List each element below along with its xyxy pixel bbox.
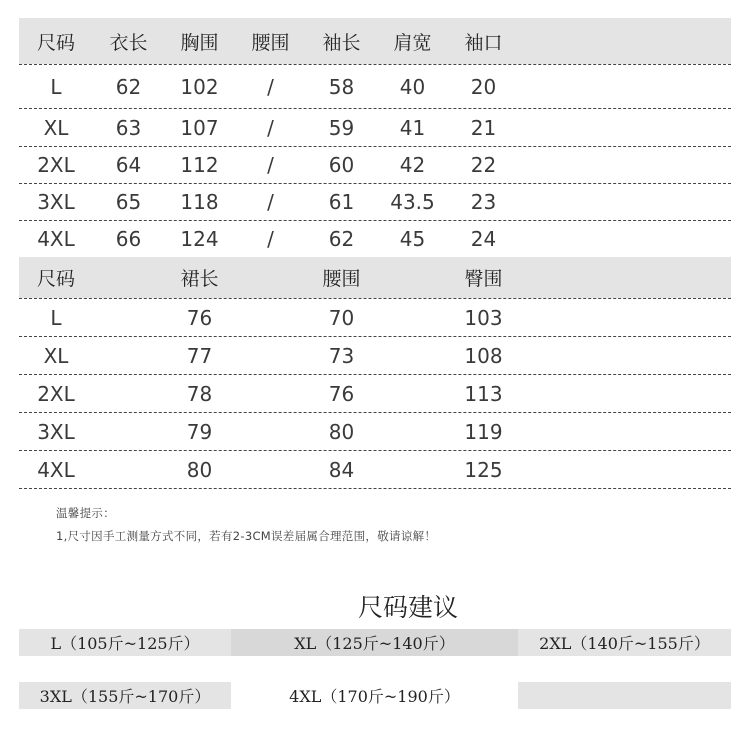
- table1-cell: 42: [399, 153, 426, 177]
- table1-header-shoulder: 肩宽: [393, 31, 432, 54]
- table1-header-length: 衣长: [109, 31, 148, 54]
- table1-cell: /: [267, 227, 274, 251]
- table1-cell: 61: [328, 190, 355, 214]
- table1-cell: 102: [180, 75, 219, 99]
- table1-cell: 62: [115, 75, 142, 99]
- table1-cell: 45: [399, 227, 426, 251]
- table1-cell: 23: [470, 190, 497, 214]
- table1-row: [19, 109, 731, 146]
- table2-cell: 70: [328, 305, 355, 330]
- table1-row: [19, 147, 731, 183]
- table1-cell: 59: [328, 115, 355, 140]
- recommendation-item: 4XL（170斤~190斤）: [231, 682, 518, 709]
- table2-row: [19, 451, 731, 488]
- table2-row: [19, 375, 731, 412]
- table2-header-waist: 腰围: [322, 268, 361, 290]
- table1-cell: 24: [470, 227, 497, 251]
- table1-cell: /: [267, 75, 274, 99]
- table2-cell: 103: [464, 305, 503, 330]
- table1-header-sleeve: 袖长: [322, 31, 361, 54]
- recommendation-title: 尺码建议: [358, 593, 459, 622]
- table1-cell: L: [50, 75, 62, 99]
- table1-cell: 64: [115, 153, 142, 177]
- table2-cell: 80: [328, 419, 355, 444]
- table1-cell: 41: [399, 115, 426, 140]
- recommendation-item: L（105斤~125斤）: [19, 629, 231, 656]
- table2-cell: 3XL: [37, 419, 75, 444]
- table2-cell: 76: [186, 305, 213, 330]
- table1-header-row: [19, 18, 731, 64]
- divider: [19, 64, 731, 65]
- table1-cell: 66: [115, 227, 142, 251]
- divider: [19, 488, 731, 489]
- table1-row: [19, 221, 731, 257]
- table2-header-row: [19, 257, 731, 298]
- table1-cell: 63: [115, 115, 142, 140]
- table1-header-size: 尺码: [36, 31, 75, 54]
- table1-cell: 58: [328, 75, 355, 99]
- table1-row: [19, 184, 731, 220]
- table1-cell: 4XL: [37, 227, 75, 251]
- table2-cell: 77: [186, 343, 213, 368]
- table1-cell: 60: [328, 153, 355, 177]
- table2-cell: 84: [328, 457, 355, 482]
- table1-cell: 2XL: [37, 153, 75, 177]
- table1-header-cuff: 袖口: [464, 31, 503, 54]
- table2-header-size: 尺码: [36, 268, 75, 290]
- table1-cell: /: [267, 115, 274, 140]
- table1-cell: 124: [180, 227, 219, 251]
- table1-cell: /: [267, 190, 274, 214]
- table2-cell: 80: [186, 457, 213, 482]
- table1-cell: 3XL: [37, 190, 75, 214]
- table2-cell: XL: [43, 343, 69, 368]
- table1-cell: 107: [180, 115, 219, 140]
- recommendation-item: XL（125斤~140斤）: [231, 629, 518, 656]
- table2-row: [19, 337, 731, 374]
- table2-cell: 79: [186, 419, 213, 444]
- table2-header-skirt-length: 裙长: [180, 268, 219, 290]
- table1-cell: 40: [399, 75, 426, 99]
- table2-cell: 78: [186, 381, 213, 406]
- table1-cell: 118: [180, 190, 219, 214]
- table1-cell: 112: [180, 153, 219, 177]
- table2-cell: 73: [328, 343, 355, 368]
- table2-cell: 125: [464, 457, 503, 482]
- table2-cell: 119: [464, 419, 503, 444]
- notes-title: 温馨提示：: [56, 506, 115, 520]
- table1-cell: 43.5: [390, 190, 435, 214]
- table1-header-chest: 胸围: [180, 31, 219, 54]
- table2-cell: 4XL: [37, 457, 75, 482]
- table1-cell: /: [267, 153, 274, 177]
- recommendation-empty-cell: [518, 682, 731, 709]
- table2-cell: 113: [464, 381, 503, 406]
- recommendation-section: [0, 588, 750, 624]
- table2-cell: L: [50, 305, 62, 330]
- recommendation-item: 2XL（140斤~155斤）: [518, 629, 731, 656]
- table1-cell: 65: [115, 190, 142, 214]
- table2-row: [19, 413, 731, 450]
- table2-row: [19, 299, 731, 336]
- table1-cell: 62: [328, 227, 355, 251]
- recommendation-item: 3XL（155斤~170斤）: [19, 682, 231, 709]
- table1-row: [19, 66, 731, 108]
- table2-header-hip: 臀围: [464, 268, 503, 290]
- table1-header-waist: 腰围: [251, 31, 290, 54]
- table1-cell: XL: [43, 115, 69, 140]
- notes-line: 1,尺寸因手工测量方式不同，若有2-3CM误差届属合理范围，敬请谅解！: [56, 529, 437, 543]
- table1-cell: 22: [470, 153, 497, 177]
- table2-cell: 76: [328, 381, 355, 406]
- table2-cell: 2XL: [37, 381, 75, 406]
- table1-cell: 21: [470, 115, 497, 140]
- table2-cell: 108: [464, 343, 503, 368]
- table1-cell: 20: [470, 75, 497, 99]
